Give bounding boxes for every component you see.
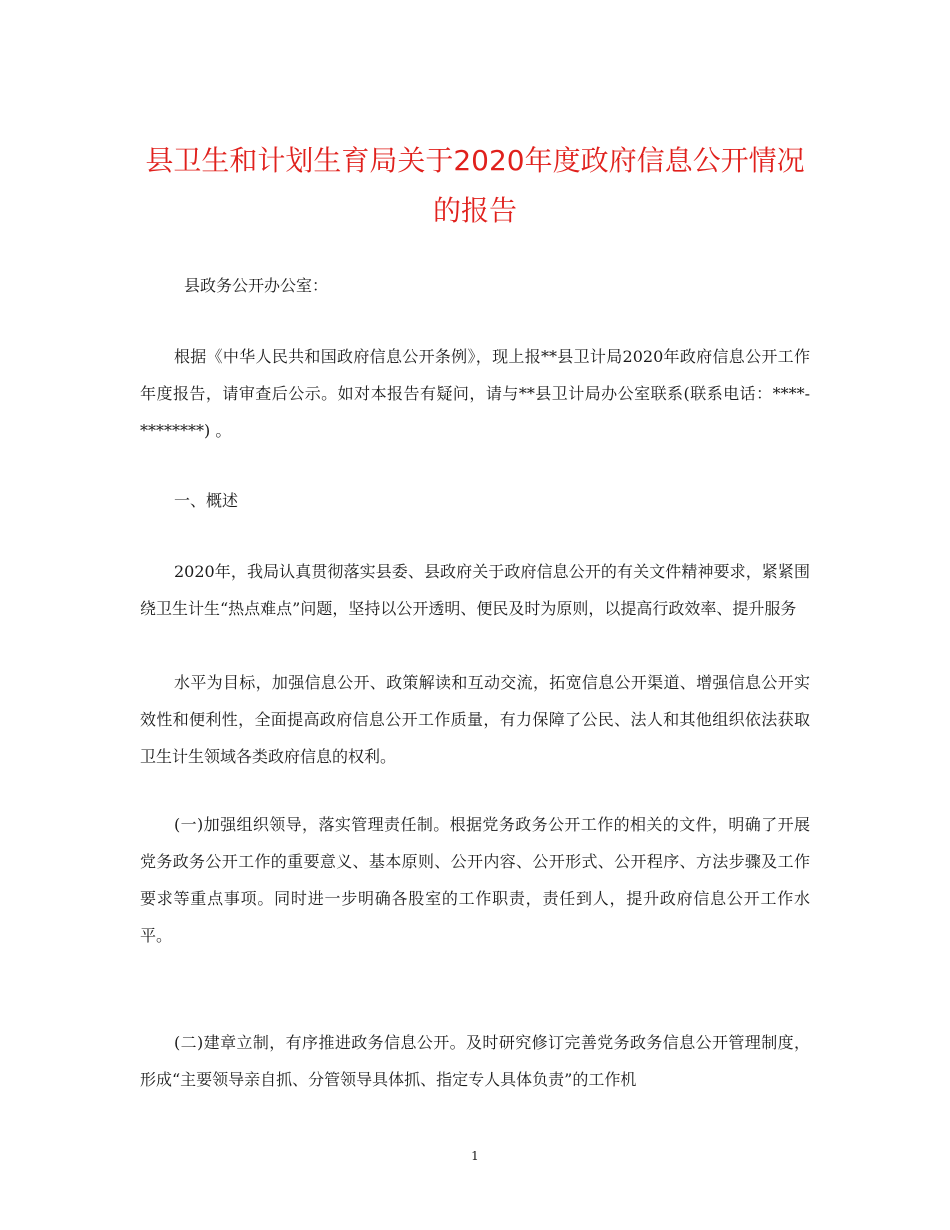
paragraph-overview-2: 水平为目标，加强信息公开、政策解读和互动交流，拓宽信息公开渠道、增强信息公开实效性和便利性，全面提高政府信息公开工作质量，有力保障了公民、法人和其他组织依法获取卫生计生领域各类政府信息的权利。	[140, 673, 810, 766]
document-title: 县卫生和计划生育局关于2020年度政府信息公开情况的报告	[145, 144, 805, 227]
paragraph-organization-leadership: (一)加强组织领导，落实管理责任制。根据党务政务公开工作的相关的文件，明确了开展党务政务公开工作的重要意义、基本原则、公开内容、公开形式、公开程序、方法步骤及工作要求等重点事项。同时进一步明确各股室的工作职责，责任到人，提升政府信息公开工作水平。	[140, 815, 810, 945]
section-heading-overview: 一、概述	[174, 491, 239, 510]
paragraph-intro: 根据《中华人民共和国政府信息公开条例》，现上报**县卫计局2020年政府信息公开工作年度报告，请审查后公示。如对本报告有疑问，请与**县卫计局办公室联系(联系电话：****-********) 。	[140, 347, 810, 440]
paragraph-overview-1: 2020年，我局认真贯彻落实县委、县政府关于政府信息公开的有关文件精神要求，紧紧围绕卫生计生“热点难点”问题，坚持以公开透明、便民及时为原则，以提高行政效率、提升服务	[140, 562, 810, 618]
page-number: 1	[471, 1149, 479, 1163]
paragraph-rules-system: (二)建章立制，有序推进政务信息公开。及时研究修订完善党务政务信息公开管理制度，形成“主要领导亲自抓、分管领导具体抓、指定专人具体负责”的工作机	[140, 1033, 810, 1089]
addressee-line: 县政务公开办公室：	[184, 276, 329, 295]
